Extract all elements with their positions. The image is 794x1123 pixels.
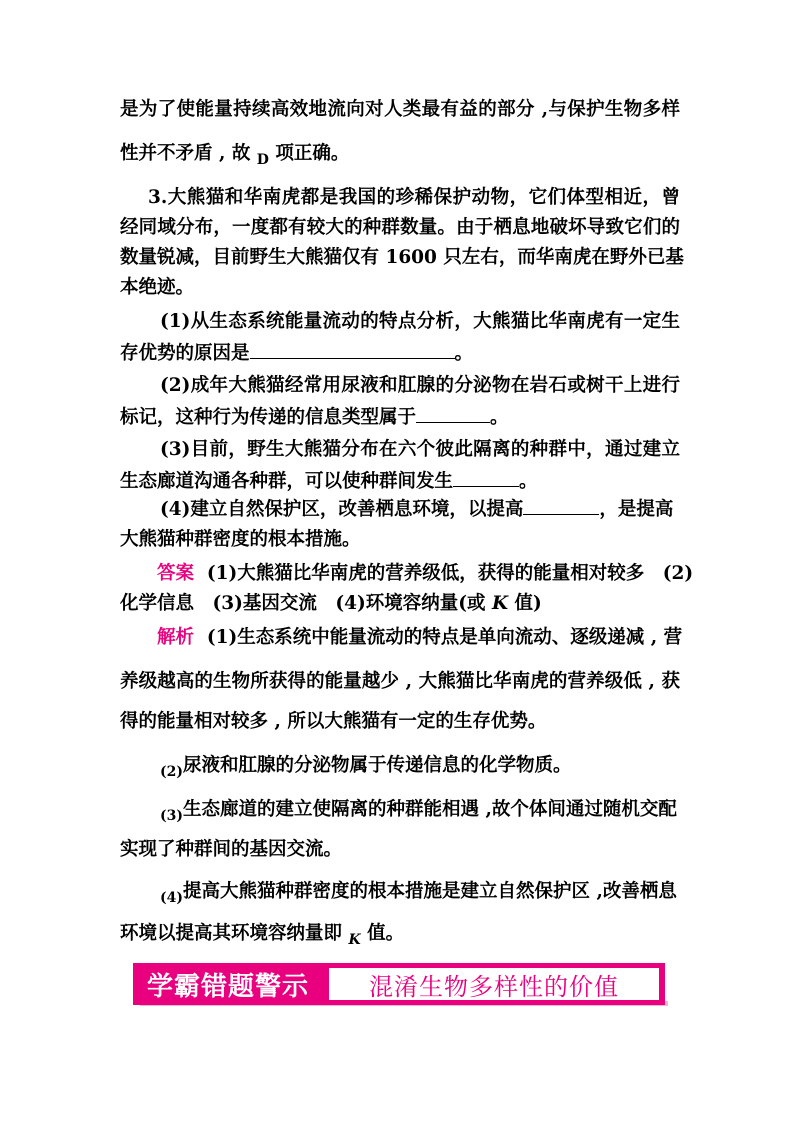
text-fragment: (1)生态系统中能量流动的特点是单向流动、逐级递减 , 营 [206, 627, 683, 648]
paragraph-line [120, 142, 680, 167]
analysis-line: 养级越高的生物所获得的能量越少 , 大熊猫比华南虎的营养级低 , 获 [120, 671, 680, 692]
answer-blank [416, 404, 490, 423]
banner-subtitle: 混淆生物多样性的价值 [329, 968, 659, 1000]
analysis-line [157, 626, 683, 650]
item-number: (2) [160, 764, 183, 780]
answer-label: 答案 [157, 563, 195, 584]
analysis-paragraph-3-cont: 实现了种群间的基因交流。 [120, 839, 343, 860]
answer-blank [523, 496, 599, 515]
subquestion-4-cont: 大熊猫种群密度的根本措施。 [120, 529, 361, 550]
section-banner [133, 963, 665, 1005]
text-fragment: 生态廊道的建立使隔离的种群能相遇 ,故个体间通过随机交配 [183, 799, 677, 820]
text-fragment: 值) [508, 593, 542, 614]
question-intro-line: 3.大熊猫和华南虎都是我国的珍稀保护动物，它们体型相近，曾 [148, 187, 680, 208]
subquestion-3: (3)目前，野生大熊猫分布在六个彼此隔离的种群中，通过建立 [160, 439, 680, 460]
text-fragment: (1)大熊猫比华南虎的营养级低，获得的能量相对较多 (2) [206, 563, 694, 584]
answer-blank [453, 468, 519, 487]
text-fragment: 存优势的原因是 [120, 343, 250, 364]
paragraph-line: 是为了使能量持续高效地流向对人类最有益的部分 ,与保护生物多样 [120, 99, 680, 120]
analysis-paragraph-3 [160, 798, 680, 823]
text-fragment: 化学信息 (3)基因交流 (4)环境容纳量(或 [120, 593, 492, 614]
subquestion-1: (1)从生态系统能量流动的特点分析，大熊猫比华南虎有一定生 [160, 311, 680, 332]
subquestion-2: (2)成年大熊猫经常用尿液和肛腺的分泌物在岩石或树干上进行 [160, 375, 680, 396]
k-symbol: K [348, 932, 361, 948]
text-fragment: 。 [519, 471, 538, 492]
item-number: (4) [160, 890, 183, 906]
option-letter: D [256, 152, 269, 168]
question-intro-line: 本绝迹。 [120, 277, 195, 298]
text-fragment: 环境以提高其环境容纳量即 [120, 923, 349, 944]
text-fragment: 。 [490, 407, 509, 428]
text-fragment: 。 [454, 343, 474, 364]
analysis-label: 解析 [157, 627, 195, 648]
text-fragment: 标记，这种行为传递的信息类型属于 [120, 407, 417, 428]
answer-blank [250, 340, 455, 359]
answer-line [157, 562, 694, 586]
text-fragment: 提高大熊猫种群密度的根本措施是建立自然保护区 ,改善栖息 [183, 881, 677, 902]
item-number: (3) [160, 808, 183, 824]
k-symbol: K [491, 593, 509, 614]
text-fragment: (4)建立自然保护区，改善栖息环境，以提高 [160, 499, 524, 520]
question-intro-line: 数量锐减，目前野生大熊猫仅有 1600 只左右，而华南虎在野外已基 [120, 247, 684, 268]
analysis-paragraph-4 [160, 880, 680, 905]
banner-title: 学霸错题警示 [147, 971, 310, 1002]
analysis-paragraph-2 [160, 754, 680, 779]
text-fragment: 值。 [360, 923, 405, 944]
analysis-paragraph-4-cont [120, 922, 680, 947]
text-fragment: 项正确。 [268, 143, 350, 164]
subquestion-2-cont [120, 404, 680, 430]
answer-line-cont [120, 592, 680, 616]
text-fragment: ，是提高 [599, 499, 674, 520]
text-fragment: 生态廊道沟通各种群，可以使种群间发生 [120, 471, 454, 492]
analysis-line: 得的能量相对较多 , 所以大熊猫有一定的生存优势。 [120, 711, 547, 732]
subquestion-3-cont [120, 468, 680, 494]
text-fragment: 尿液和肛腺的分泌物属于传递信息的化学物质。 [183, 755, 572, 776]
question-intro-line: 经同域分布，一度都有较大的种群数量。由于栖息地破坏导致它们的 [120, 217, 680, 238]
subquestion-4 [160, 496, 680, 522]
subquestion-1-cont [120, 340, 680, 366]
text-fragment: 性并不矛盾 , 故 [120, 143, 257, 164]
